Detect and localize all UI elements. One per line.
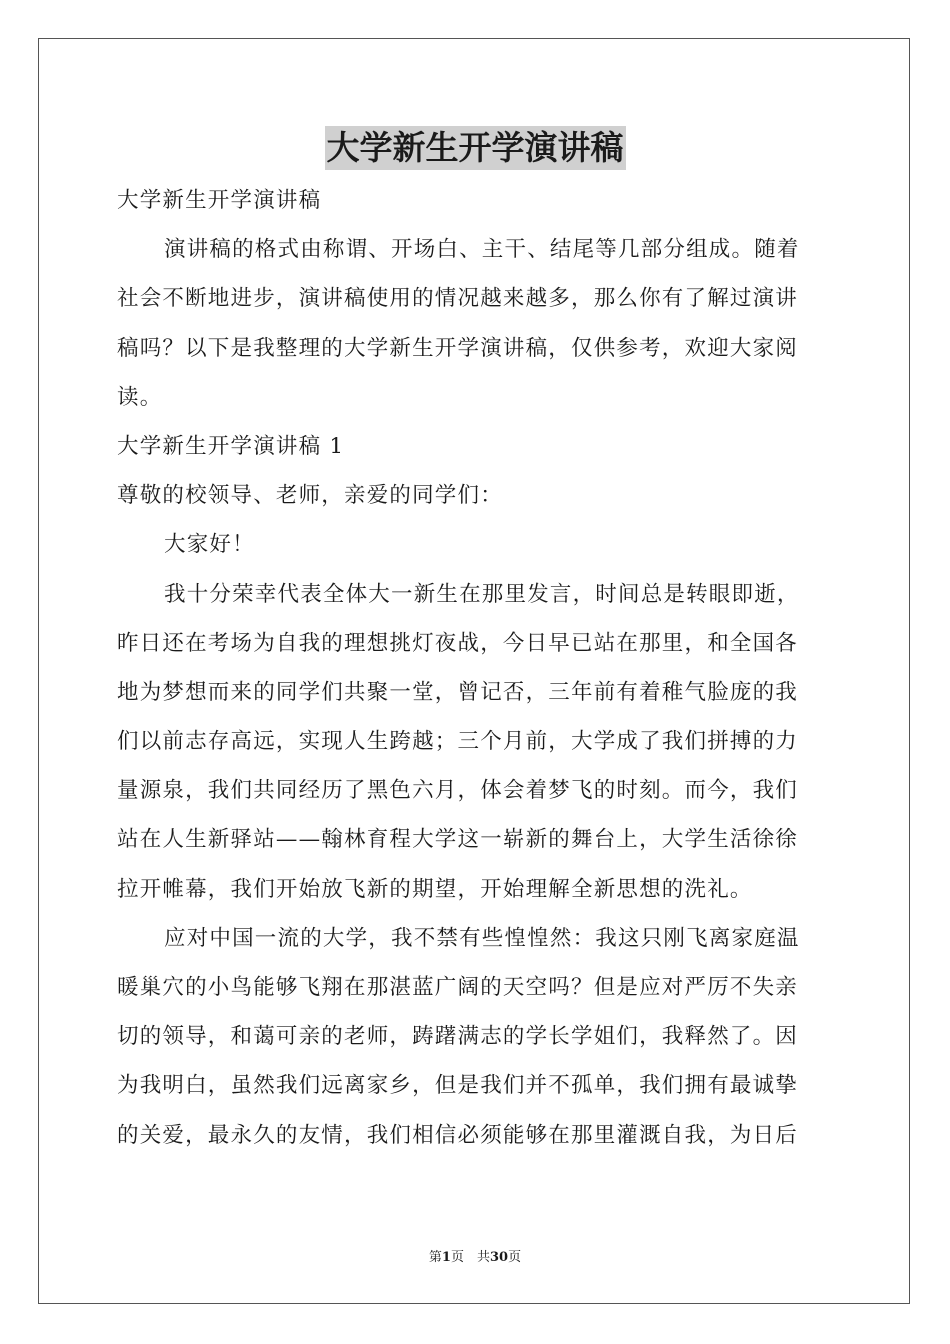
text-line: 为我明白，虽然我们远离家乡，但是我们并不孤单，我们拥有最诚挚	[117, 1073, 799, 1099]
text-line: 大学新生开学演讲稿	[117, 188, 322, 213]
document-body	[117, 176, 833, 1160]
text-line: 的关爱，最永久的友情，我们相信必须能够在那里灌溉自我，为日后	[117, 1122, 799, 1148]
text-line: 读。	[117, 384, 163, 410]
text-line: 站在人生新驿站——翰林育程大学这一崭新的舞台上，大学生活徐徐	[117, 827, 799, 853]
footer-total-pages: 30	[489, 1250, 509, 1265]
text-line: 应对中国一流的大学，我不禁有些惶惶然：我这只刚飞离家庭温	[164, 925, 800, 951]
text-line: 大学新生开学演讲稿 1	[117, 433, 345, 459]
page-footer	[0, 1246, 950, 1265]
text-line: 拉开帷幕，我们开始放飞新的期望，开始理解全新思想的洗礼。	[117, 876, 753, 902]
text-line: 昨日还在考场为自我的理想挑灯夜战，今日早已站在那里，和全国各	[117, 630, 799, 656]
text-line: 切的领导，和蔼可亲的老师，踌躇满志的学长学姐们，我释然了。因	[117, 1024, 799, 1050]
footer-suffix: 页	[508, 1250, 522, 1265]
footer-prefix: 第	[428, 1250, 442, 1265]
text-line: 大家好！	[164, 532, 255, 558]
text-line: 演讲稿的格式由称谓、开场白、主干、结尾等几部分组成。随着	[164, 237, 800, 263]
text-line: 稿吗？以下是我整理的大学新生开学演讲稿，仅供参考，欢迎大家阅	[117, 335, 799, 361]
footer-mid: 页 共	[450, 1250, 490, 1265]
document-title: 大学新生开学演讲稿	[325, 126, 626, 170]
text-line: 地为梦想而来的同学们共聚一堂，曾记否，三年前有着稚气脸庞的我	[117, 679, 799, 705]
text-line: 我十分荣幸代表全体大一新生在那里发言，时间总是转眼即逝，	[164, 581, 800, 607]
title-wrap	[0, 126, 950, 170]
text-line: 们以前志存高远，实现人生跨越；三个月前，大学成了我们拼搏的力	[117, 729, 799, 755]
text-line: 量源泉，我们共同经历了黑色六月，体会着梦飞的时刻。而今，我们	[117, 778, 799, 804]
text-line: 尊敬的校领导、老师，亲爱的同学们：	[117, 483, 503, 509]
footer-current-page: 1	[441, 1250, 451, 1265]
text-line: 暖巢穴的小鸟能够飞翔在那湛蓝广阔的天空吗？但是应对严厉不失亲	[117, 975, 799, 1000]
text-line: 社会不断地进步，演讲稿使用的情况越来越多，那么你有了解过演讲	[117, 286, 799, 312]
